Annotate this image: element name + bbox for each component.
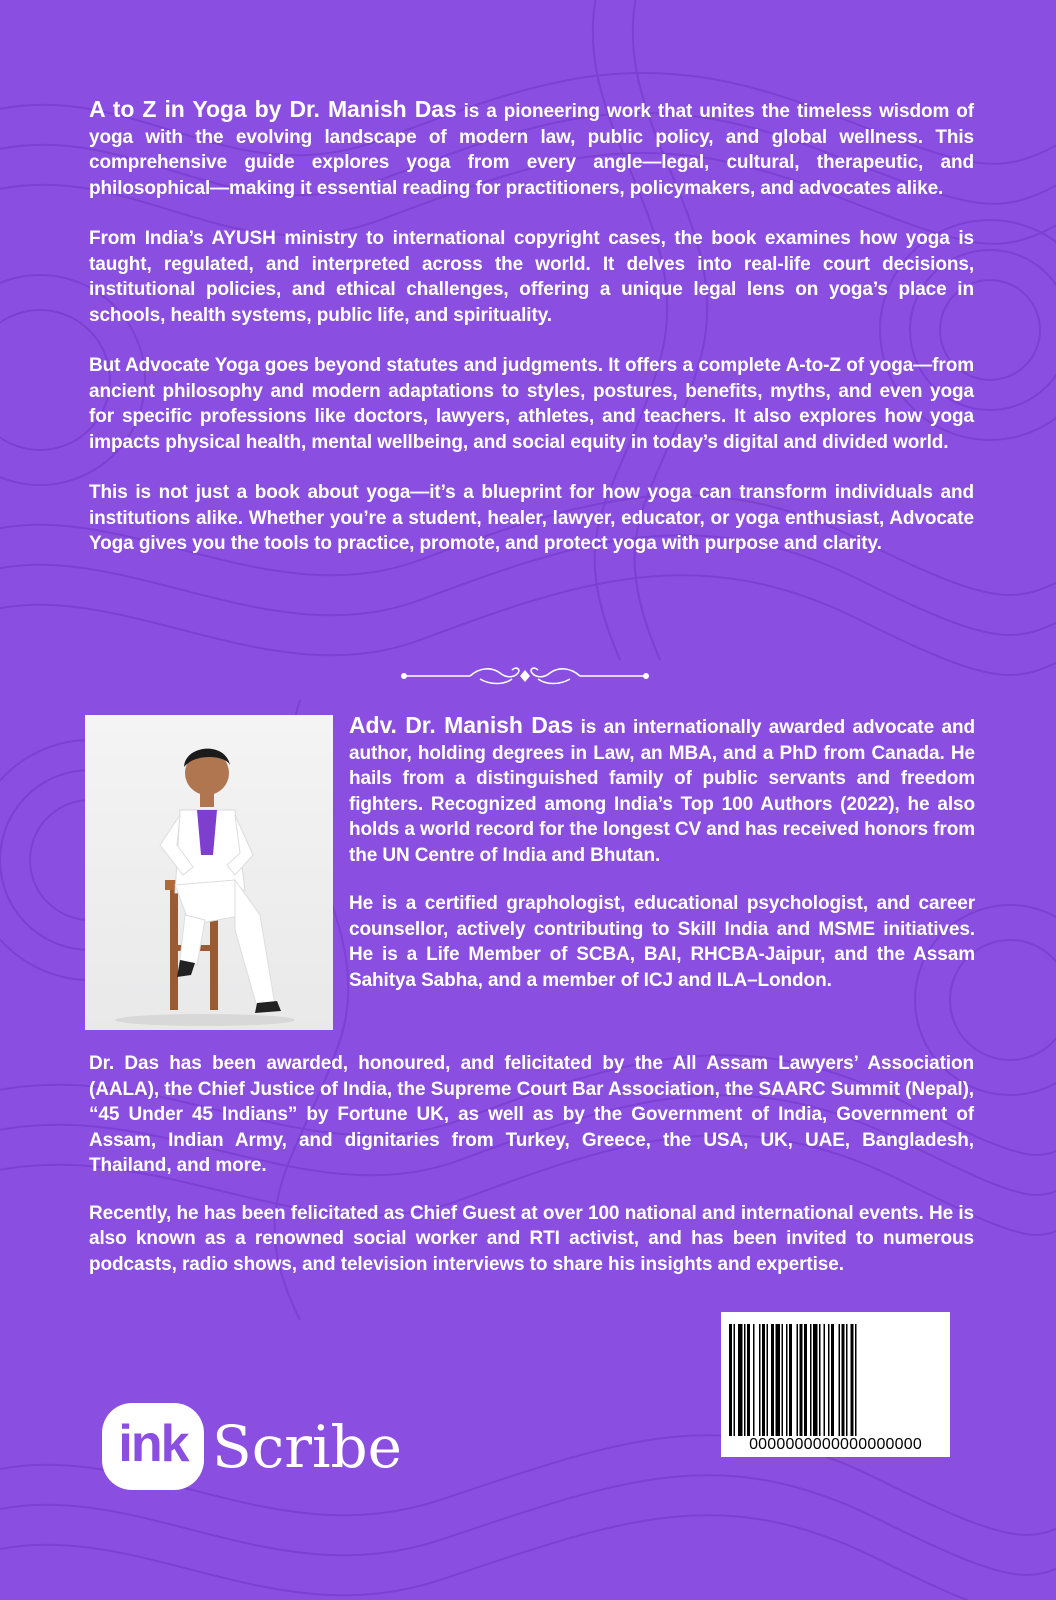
barcode-bars	[729, 1324, 942, 1436]
bio-paragraph-3: Dr. Das has been awarded, honoured, and felicitated by the All Assam Lawyers’ Association (AALA), the Chief Justice of India, the Supreme Court Bar Association, the SAARC Summit (Nepal), “45 Under 45 Indians” by Fortune UK, as well as by the Government of India, Government of Assam, Indian Army, and dignitaries from Turkey, Greece, the USA, UK, UAE, Bangladesh, Thailand, and more.	[89, 1053, 974, 1176]
barcode-bar	[753, 1324, 755, 1436]
barcode-bar	[762, 1324, 765, 1436]
author-name: Adv. Dr. Manish Das	[349, 712, 574, 738]
intro-paragraph-4: This is not just a book about yoga—it’s a blueprint for how yoga can transform individuals and institutions alike. Whether you’re a student, healer, lawyer, educator, or yoga enthusiast, Advocate Yoga gives you the tools to practice, promote, and protect yoga with purpose and clarity.	[89, 482, 974, 554]
book-description	[89, 97, 974, 582]
barcode-bar	[831, 1324, 834, 1436]
barcode-bar	[786, 1324, 788, 1436]
barcode-bar	[744, 1324, 746, 1436]
isbn-barcode	[721, 1312, 950, 1457]
barcode-bar	[759, 1324, 761, 1436]
barcode-bar	[789, 1324, 792, 1436]
intro-paragraph-2: From India’s AYUSH ministry to international copyright cases, the book examines how yoga is taught, regulated, and interpreted across the world. It delves into real-life court decisions, institutional policies, and ethical challenges, offering a unique legal lens on yoga’s place in schools, health systems, public life, and spirituality.	[89, 228, 974, 326]
barcode-bar	[782, 1324, 784, 1436]
barcode-bar	[747, 1324, 750, 1436]
author-bio-continued	[89, 1051, 974, 1299]
bio-paragraph-4: Recently, he has been felicitated as Chief Guest at over 100 national and international events. He is also known as a renowned social worker and RTI activist, and has been invited to numerous podcasts, radio shows, and television interviews to share his insights and expertise.	[89, 1202, 974, 1275]
barcode-bar	[734, 1324, 736, 1436]
publisher-logo-word: Scribe	[212, 1413, 402, 1481]
barcode-bar	[819, 1324, 821, 1436]
barcode-bar	[738, 1324, 743, 1436]
publisher-logo-mark: ink	[102, 1403, 204, 1490]
bio-paragraph-1: Adv. Dr. Manish Das is an internationally awarded advocate and author, holding degrees in Law, an MBA, and a PhD from Canada. He hails from a distinguished family of public servants and freedom fighters. Recognized among India’s Top 100 Authors (2022), he also holds a world record for the longest CV and has received honors from the UN Centre of India and Bhutan.	[349, 712, 975, 866]
barcode-bar	[800, 1324, 803, 1436]
barcode-bar	[776, 1324, 781, 1436]
author-photo	[85, 715, 333, 1030]
author-bio	[349, 713, 975, 1016]
barcode-bar	[828, 1324, 830, 1436]
barcode-bar	[842, 1324, 845, 1436]
barcode-bar	[797, 1324, 799, 1436]
barcode-bar	[729, 1324, 732, 1436]
barcode-bar	[813, 1324, 818, 1436]
barcode-bar	[846, 1324, 848, 1436]
barcode-bar	[810, 1324, 812, 1436]
barcode-bar	[824, 1324, 826, 1436]
barcode-bar	[767, 1324, 769, 1436]
barcode-bar	[855, 1324, 857, 1436]
publisher-logo	[102, 1403, 412, 1503]
bio-paragraph-2: He is a certified graphologist, educational psychologist, and career counsellor, actively contributing to Skill India and MSME initiatives. He is a Life Member of SCBA, BAI, RHCBA-Jaipur, and the Assam Sahitya Sabha, and a member of ICJ and ILA–London.	[349, 893, 975, 991]
ornamental-divider	[400, 663, 650, 689]
barcode-bar	[804, 1324, 807, 1436]
barcode-number: 0000000000000000000	[749, 1436, 922, 1453]
barcode-bar	[839, 1324, 841, 1436]
intro-paragraph-1: A to Z in Yoga by Dr. Manish Das is a pioneering work that unites the timeless wisdom of yoga with the evolving landscape of modern law, public policy, and global wellness. This comprehensive guide explores yoga from every angle—legal, cultural, therapeutic, and philosophical—making it essential reading for practitioners, policymakers, and advocates alike.	[89, 96, 974, 199]
intro-paragraph-3: But Advocate Yoga goes beyond statutes and judgments. It offers a complete A-to-Z of yoga—from ancient philosophy and modern adaptations to styles, postures, benefits, myths, and even yoga for specific professions like doctors, lawyers, athletes, and teachers. It also explores how yoga impacts physical health, mental wellbeing, and social equity in today’s digital and divided world.	[89, 355, 974, 453]
book-title-lead: A to Z in Yoga by Dr. Manish Das	[89, 96, 457, 122]
barcode-bar	[851, 1324, 854, 1436]
barcode-bar	[771, 1324, 774, 1436]
